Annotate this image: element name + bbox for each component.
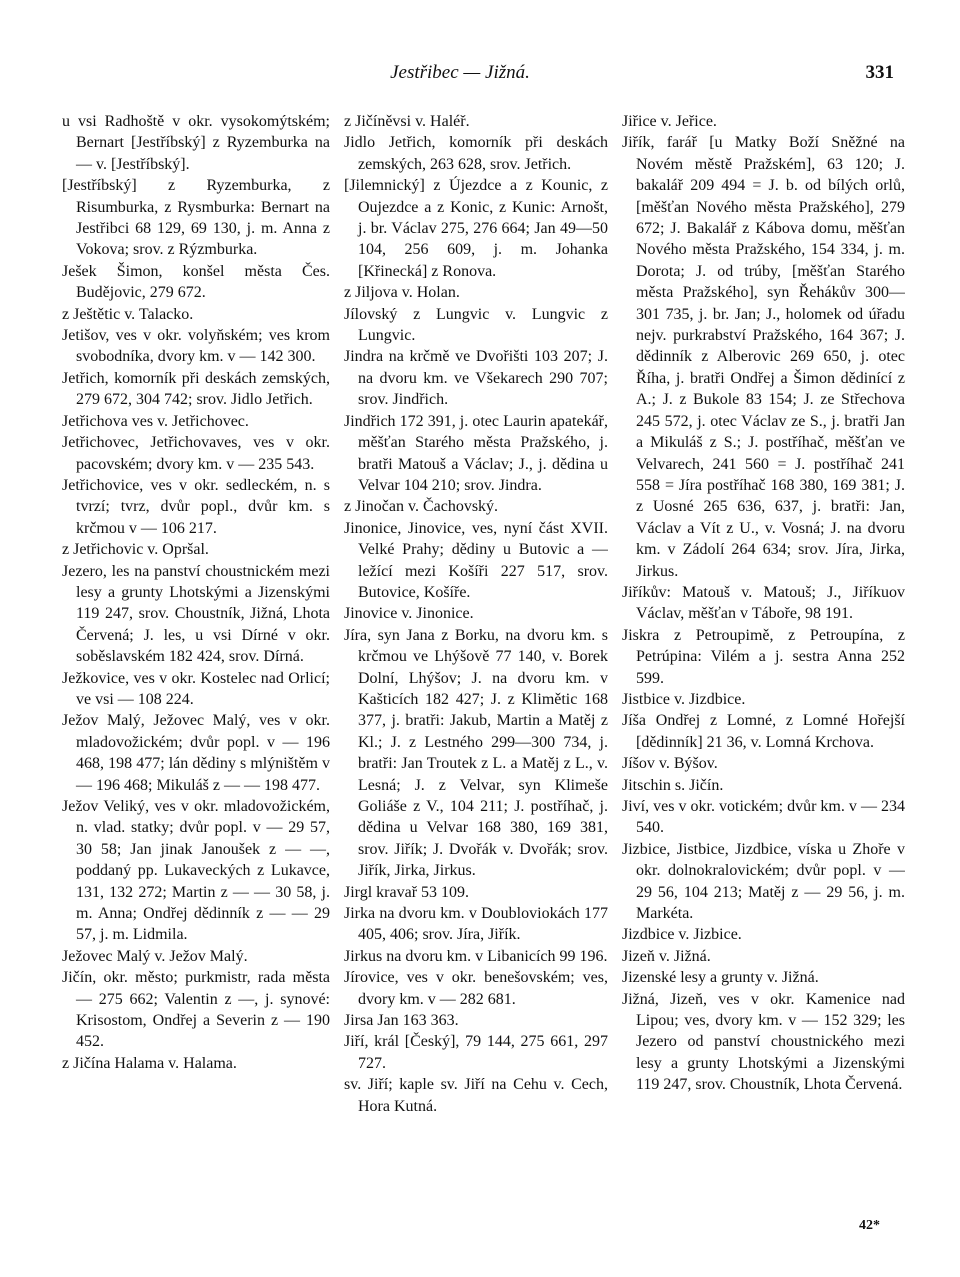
column-2	[344, 111, 608, 1221]
index-entry: Jiříkův: Matouš v. Matouš; J., Jiříkuov Václav, měšťan v Táboře, 98 191.	[622, 583, 905, 623]
index-entry: Ježov Malý, Ježovec Malý, ves v okr. mladovožickém; dvůr popl. v — 196 468, 198 477; lán dědiny s mlýništěm v — 196 468; Mikuláš z — — 198 477.	[62, 712, 330, 794]
index-entry: Jetřichovec, Jetřichovaves, ves v okr. pacovském; dvory km. v — 235 543.	[62, 434, 330, 473]
index-entry: Ježovec Malý v. Ježov Malý.	[62, 947, 248, 965]
index-entry: Jistbice v. Jizdbice.	[622, 690, 746, 708]
index-entry: Jirkus na dvoru km. v Libanicích 99 196.	[344, 947, 608, 965]
page-header	[0, 60, 960, 90]
index-entry: Jizenské lesy a grunty v. Jižná.	[622, 969, 819, 987]
signature-mark: 42*	[859, 1218, 880, 1233]
index-entry: [Jestříbský] z Ryzemburka, z Risumburka, z Rysmburka: Bernart na Jestřibci 68 129, 69 130, j. m. Anna z Vokova; srov. z Rýzmburka.	[62, 177, 330, 259]
index-entry: z Ještětic v. Talacko.	[62, 305, 194, 323]
index-entry: Jizbice, Jistbice, Jizdbice, víska u Zhoře v okr. dolnokralovickém; dvůr popl. v — 29 56, 104 213; Matěj z — 29 56, j. m. Markéta.	[622, 840, 905, 923]
index-entry: Jetišov, ves v okr. volyňském; ves krom svobodníka, dvory km. v — 142 300.	[62, 327, 330, 366]
index-columns	[62, 111, 905, 1221]
index-entry: Jižná, Jizeň, ves v okr. Kamenice nad Lipou; ves, dvory km. v — 152 329; les Jezero od panství choustnického mezi lesy a grunty Lhotskými a Jizenskými 119 247, srov. Choustník, Lhota Červená.	[622, 990, 905, 1094]
running-head: Jestřibec — Jižná.	[390, 62, 530, 83]
index-entry: u vsi Radhoště v okr. vysokomýtském; Bernart [Jestříbský] z Ryzemburka na — v. [Jestříbský].	[62, 113, 330, 173]
index-entry: Jetřichova ves v. Jetřichovec.	[62, 412, 249, 430]
index-entry: sv. Jiří; kaple sv. Jiří na Cehu v. Cech, Hora Kutná.	[344, 1076, 608, 1115]
index-entry: Jiří, král [Český], 79 144, 275 661, 297 727.	[344, 1033, 608, 1072]
index-entry: z Jičína Halama v. Halama.	[62, 1054, 237, 1072]
index-entry: Jinovice v. Jinonice.	[344, 605, 474, 623]
index-entry: z Jičíněvsi v. Haléř.	[344, 113, 470, 130]
index-entry: z Jiljova v. Holan.	[344, 284, 460, 302]
index-entry: Jirka na dvoru km. v Doubloviokách 177 405, 406; srov. Jíra, Jiřík.	[344, 905, 608, 944]
index-entry: Jírovice, ves v okr. benešovském; ves, dvory km. v — 282 681.	[344, 969, 608, 1008]
column-1	[62, 111, 330, 1221]
index-entry: Jiskra z Petroupimě, z Petroupína, z Petrúpina: Vilém a j. sestra Anna 252 599.	[622, 626, 905, 687]
index-entry: Ježkovice, ves v okr. Kostelec nad Orlicí; ve vsi — 108 224.	[62, 669, 330, 708]
index-entry: Jizeň v. Jižná.	[622, 947, 711, 965]
index-entry: Jirsa Jan 163 363.	[344, 1012, 459, 1030]
index-entry: Jiřice v. Jeřice.	[622, 113, 717, 130]
index-entry: Jindřich 172 391, j. otec Laurin apatekář, měšťan Starého města Pražského, j. bratři Matouš a Václav; J., j. dědina u Velvar 104 210; srov. Jindra.	[344, 412, 608, 494]
index-entry: Jíra, syn Jana z Borku, na dvoru km. s krčmou ve Lhýšově 77 140, v. Borek Dolní, Lhýšov; J. na dvoru km. v Kašticích 182 427; J. z Klimětic 168 377, j. bratři: Jakub, Martin a Matěj z Kl.; J. z Lestného 299—300 734, j. bratři: Jan Troutek z L. a Matěj z L., v. Lesná; J. z Velvar, syn Klimeše Goliáše z V., 104 211; J. postříhač, j. dědina u Velvar 168 380, 169 381, srov. Jiřík; J. Dvořák v. Dvořák; srov. Jiřík, Jirka, Jirkus.	[344, 626, 608, 880]
index-entry: Jiřík, farář [u Matky Boží Sněžné na Novém městě Pražském], 63 120; J. bakalář 209 494 = J. b. od bílých orlů, [měšťan Nového města Pražského], 279 672; J. Bakalář z Kábova domu, měšťan Nového města Pražského, 154 334, j. m. Dorota; J. od trúby, [měšťan Starého města Pražského], syn Řehákův 300—301 735, j. br. Jan; J., holomek od úřadu nejv. purkrabství Pražského, 164 367; J. dědinník z Alberovic 269 650, j. otec Říha, j. bratři Ondřej a Šimon dědinící z A.; J. z Bukole 83 154; J. ze Střechova 245 572, j. otec Václav ze S., j. bratři Jan a Mikuláš z S.; J. postříhač, měšťan ve Velvarech, 241 560 = J. postříhač 241 558 = Jíra postříhač 168 380, 169 381; J. z Uosné 265 636, 637, j. bratři: Jan, Václav a Vít z U., v. Vosná; J. na dvoru km. v Zádolí 264 634; srov. Jíra, Jirka, Jirkus.	[622, 134, 905, 580]
index-entry: Jidlo Jetřich, komorník při deskách zemských, 263 628, srov. Jetřich.	[344, 134, 608, 173]
page-number: 331	[865, 62, 894, 83]
index-entry: Jizdbice v. Jizbice.	[622, 926, 742, 944]
index-entry: Ješek Šimon, konšel města Čes. Budějovic, 279 672.	[62, 262, 330, 302]
index-entry: [Jilemnický] z Újezdce a z Kounic, z Oujezdce a z Konic, z Kunic: Arnošt, j. br. Václav 275, 276 664; Jan 49—50 104, 256 609, j. m. Johanka [Křinecká] z Ronova.	[344, 177, 608, 280]
index-entry: Jinonice, Jinovice, ves, nyní část XVII. Velké Prahy; dědiny u Butovic a — ležící mezi Košíři 227 517, srov. Butovice, Košíře.	[344, 519, 608, 601]
index-entry: Jitschin s. Jičín.	[622, 776, 724, 794]
index-entry: z Jetřichovic v. Opršal.	[62, 541, 209, 559]
index-entry: Jindra na krčmě ve Dvořišti 103 207; J. na dvoru km. ve Všekarech 290 707; srov. Jindřich.	[344, 348, 608, 409]
index-entry: Jíša Ondřej z Lomné, z Lomné Hořejší [dědinník] 21 36, v. Lomná Krchova.	[622, 712, 905, 751]
index-entry: Jiví, ves v okr. votickém; dvůr km. v — 234 540.	[622, 798, 905, 837]
column-3	[622, 111, 905, 1221]
index-entry: z Jinočan v. Čachovský.	[344, 498, 499, 516]
index-entry: Jíšov v. Býšov.	[622, 755, 718, 773]
index-entry: Ježov Veliký, ves v okr. mladovožickém, n. vlad. statky; dvůr popl. v — 29 57, 30 58; Jan jinak Janoušek z — —, poddaný pp. Lukaveckých z Lukavce, 131, 132 272; Martin z — — 30 58, j. m. Anna; Ondřej dědinník z — — 29 57, j. m. Lidmila.	[62, 798, 330, 944]
index-entry: Jirgl kravař 53 109.	[344, 883, 470, 901]
index-entry: Jetřichovice, ves v okr. sedleckém, n. s tvrzí; tvrz, dvůr popl., dvůr km. s krčmou v — 106 217.	[62, 476, 330, 537]
index-entry: Jílovský z Lungvic v. Lungvic z Lungvic.	[344, 305, 608, 345]
index-entry: Jičín, okr. město; purkmistr, rada města — 275 662; Valentin z —, j. synové: Krisostom, Ondřej a Severin z — 190 452.	[62, 969, 330, 1051]
index-entry: Jetřich, komorník při deskách zemských, 279 672, 304 742; srov. Jidlo Jetřich.	[62, 369, 330, 409]
index-entry: Jezero, les na panství choustnickém mezi lesy a grunty Lhotskými a Jizenskými 119 247, srov. Choustník, Jižná, Lhota Červená; J. les, u vsi Dírné v okr. soběslavském 182 424, srov. Dírná.	[62, 562, 330, 666]
